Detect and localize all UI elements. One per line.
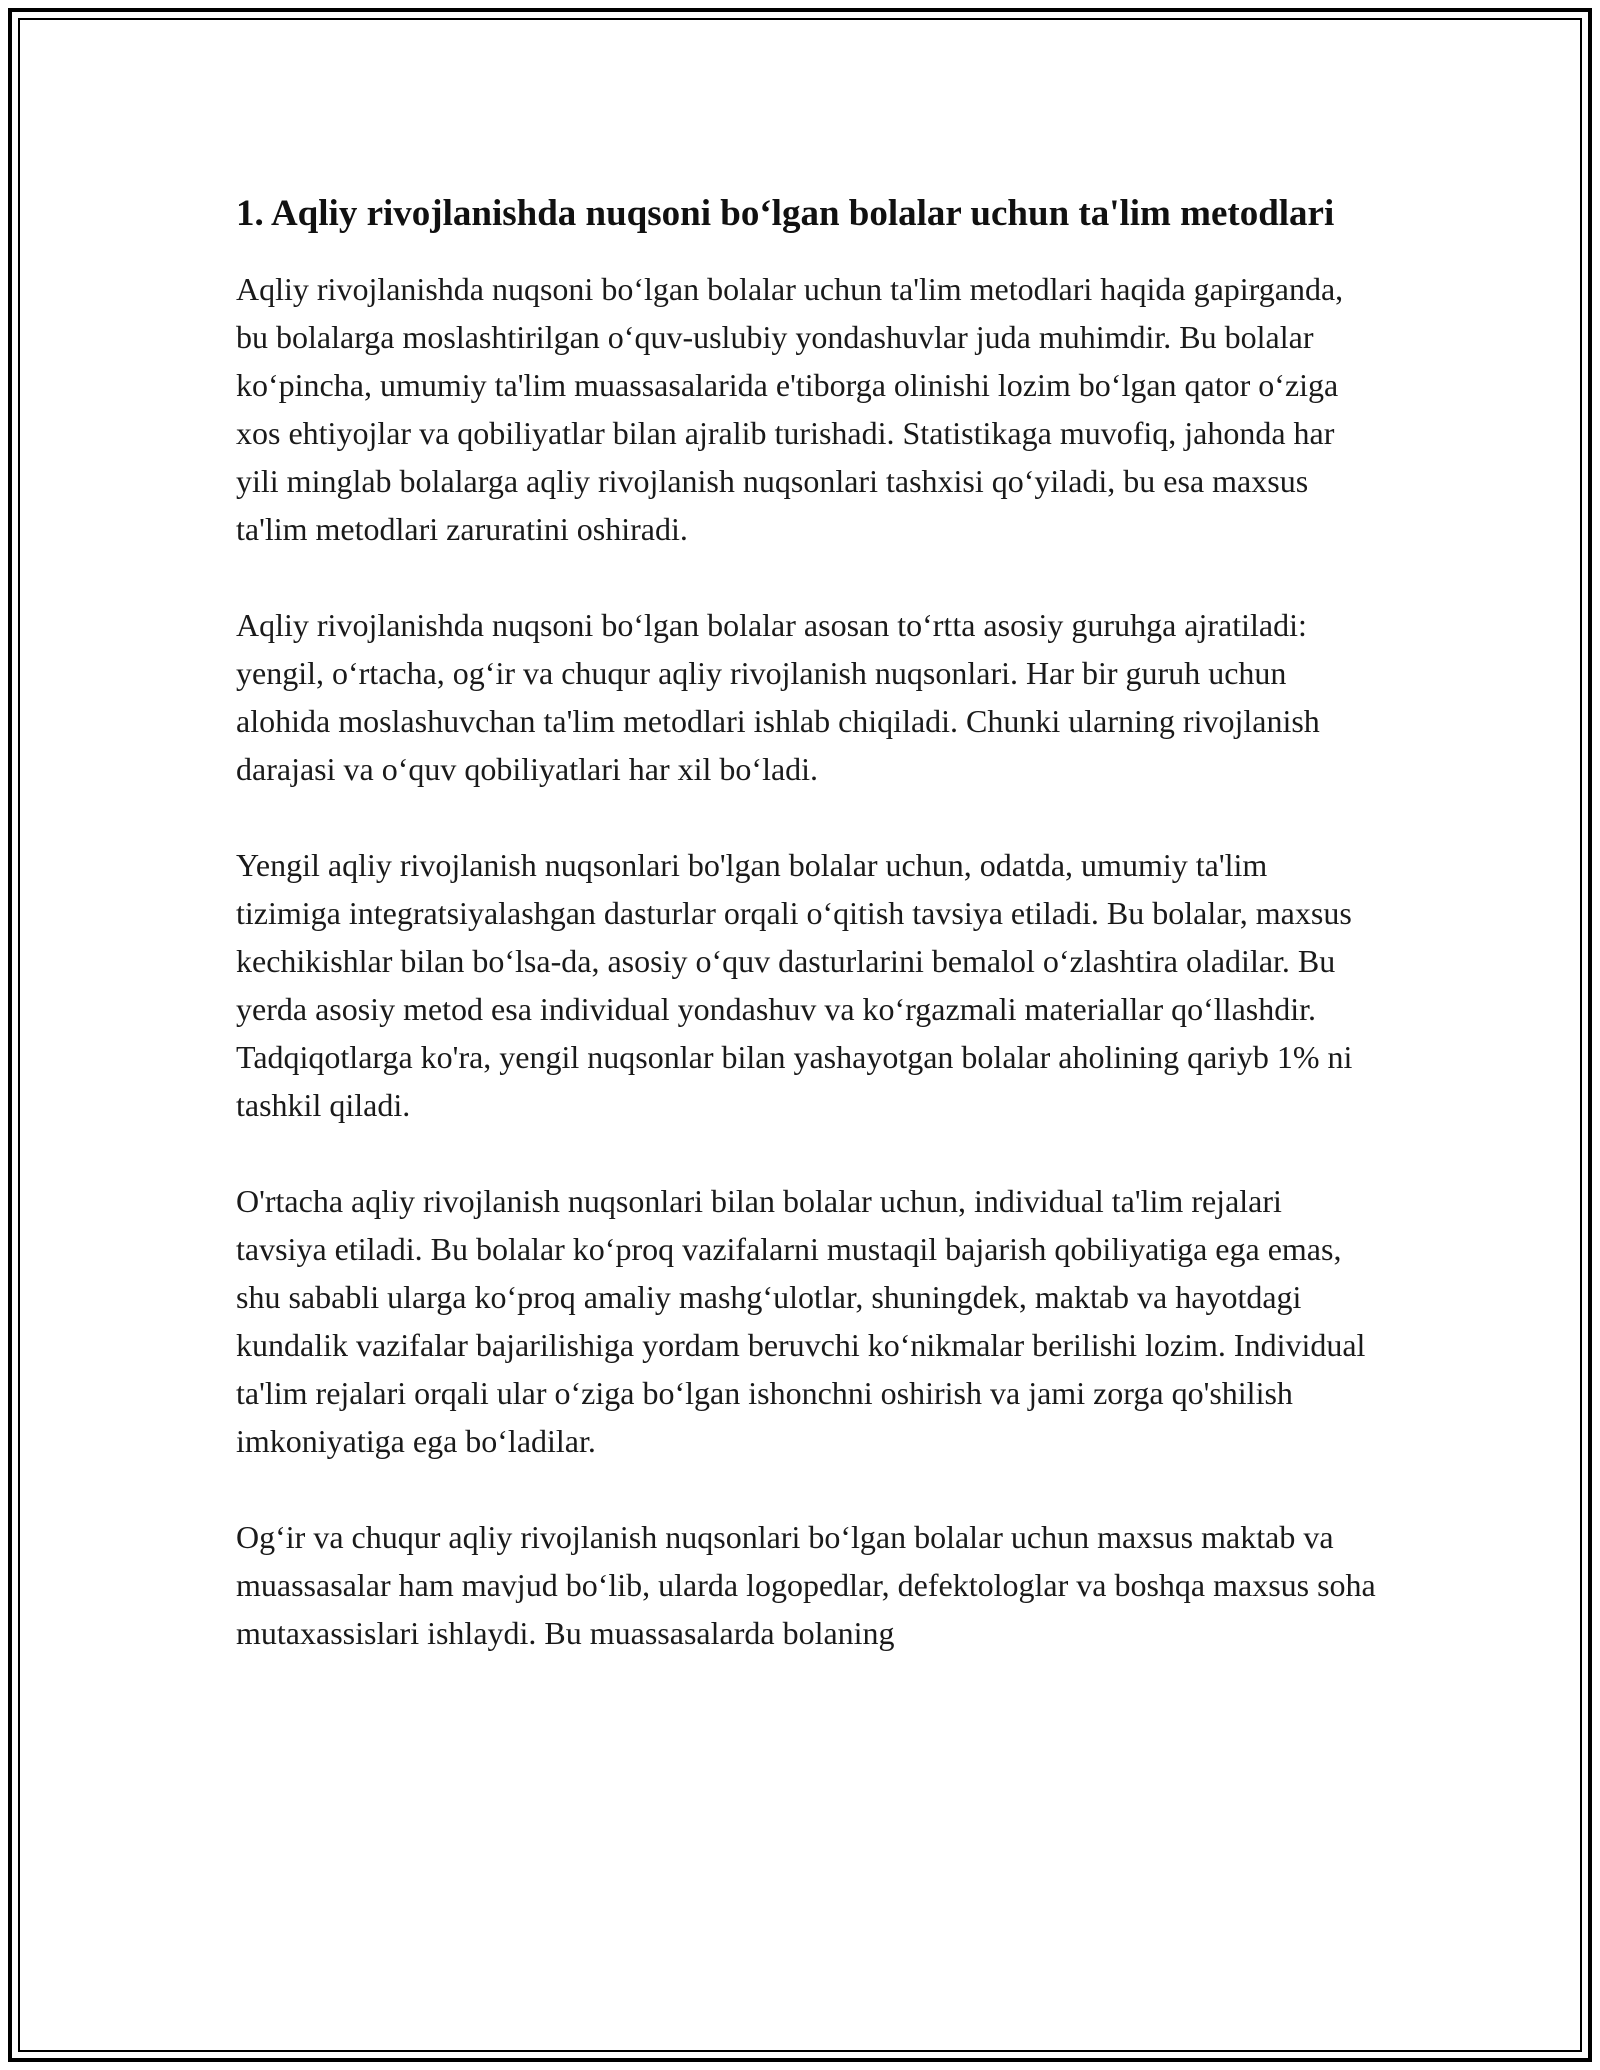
- document-body: [236, 186, 1376, 1705]
- paragraph-1: Aqliy rivojlanishda nuqsoni bo‘lgan bolalar uchun ta'lim metodlari haqida gapirganda, bu bolalarga moslashtirilgan o‘quv-uslubiy yondashuvlar juda muhimdir. Bu bolalar ko‘pincha, umumiy ta'lim muassasalarida e'tiborga olinishi lozim bo‘lgan qator o‘ziga xos ehtiyojlar va qobiliyatlar bilan ajralib turishadi. Statistikaga muvofiq, jahonda har yili minglab bolalarga aqliy rivojlanish nuqsonlari tashxisi qo‘yiladi, bu esa maxsus ta'lim metodlari zaruratini oshiradi.: [236, 271, 1344, 547]
- paragraph-3: Yengil aqliy rivojlanish nuqsonlari bo'lgan bolalar uchun, odatda, umumiy ta'lim tizimiga integratsiyalashgan dasturlar orqali o‘qitish tavsiya etiladi. Bu bolalar, maxsus kechikishlar bilan bo‘lsa-da, asosiy o‘quv dasturlarini bemalol o‘zlashtira oladilar. Bu yerda asosiy metod esa individual yondashuv va ko‘rgazmali materiallar qo‘llashdir. Tadqiqotlarga ko'ra, yengil nuqsonlar bilan yashayotgan bolalar aholining qariyb 1% ni tashkil qiladi.: [236, 847, 1353, 1123]
- section-heading: 1. Aqliy rivojlanishda nuqsoni bo‘lgan bolalar uchun ta'lim metodlari: [236, 193, 1335, 234]
- paragraph-4: O'rtacha aqliy rivojlanish nuqsonlari bilan bolalar uchun, individual ta'lim rejalari tavsiya etiladi. Bu bolalar ko‘proq vazifalarni mustaqil bajarish qobiliyatiga ega emas, shu sababli ularga ko‘proq amaliy mashg‘ulotlar, shuningdek, maktab va hayotdagi kundalik vazifalar bajarilishiga yordam beruvchi ko‘nikmalar berilishi lozim. Individual ta'lim rejalari orqali ular o‘ziga bo‘lgan ishonchni oshirish va jami zorga qo'shilish imkoniyatiga ega bo‘ladilar.: [236, 1183, 1366, 1459]
- paragraph-5: Og‘ir va chuqur aqliy rivojlanish nuqsonlari bo‘lgan bolalar uchun maxsus maktab va muassasalar ham mavjud bo‘lib, ularda logopedlar, defektologlar va boshqa maxsus soha mutaxassislari ishlaydi. Bu muassasalarda bolaning: [236, 1519, 1376, 1651]
- paragraph-2: Aqliy rivojlanishda nuqsoni bo‘lgan bolalar asosan to‘rtta asosiy guruhga ajratiladi: yengil, o‘rtacha, og‘ir va chuqur aqliy rivojlanish nuqsonlari. Har bir guruh uchun alohida moslashuvchan ta'lim metodlari ishlab chiqiladi. Chunki ularning rivojlanish darajasi va o‘quv qobiliyatlari har xil bo‘ladi.: [236, 607, 1320, 787]
